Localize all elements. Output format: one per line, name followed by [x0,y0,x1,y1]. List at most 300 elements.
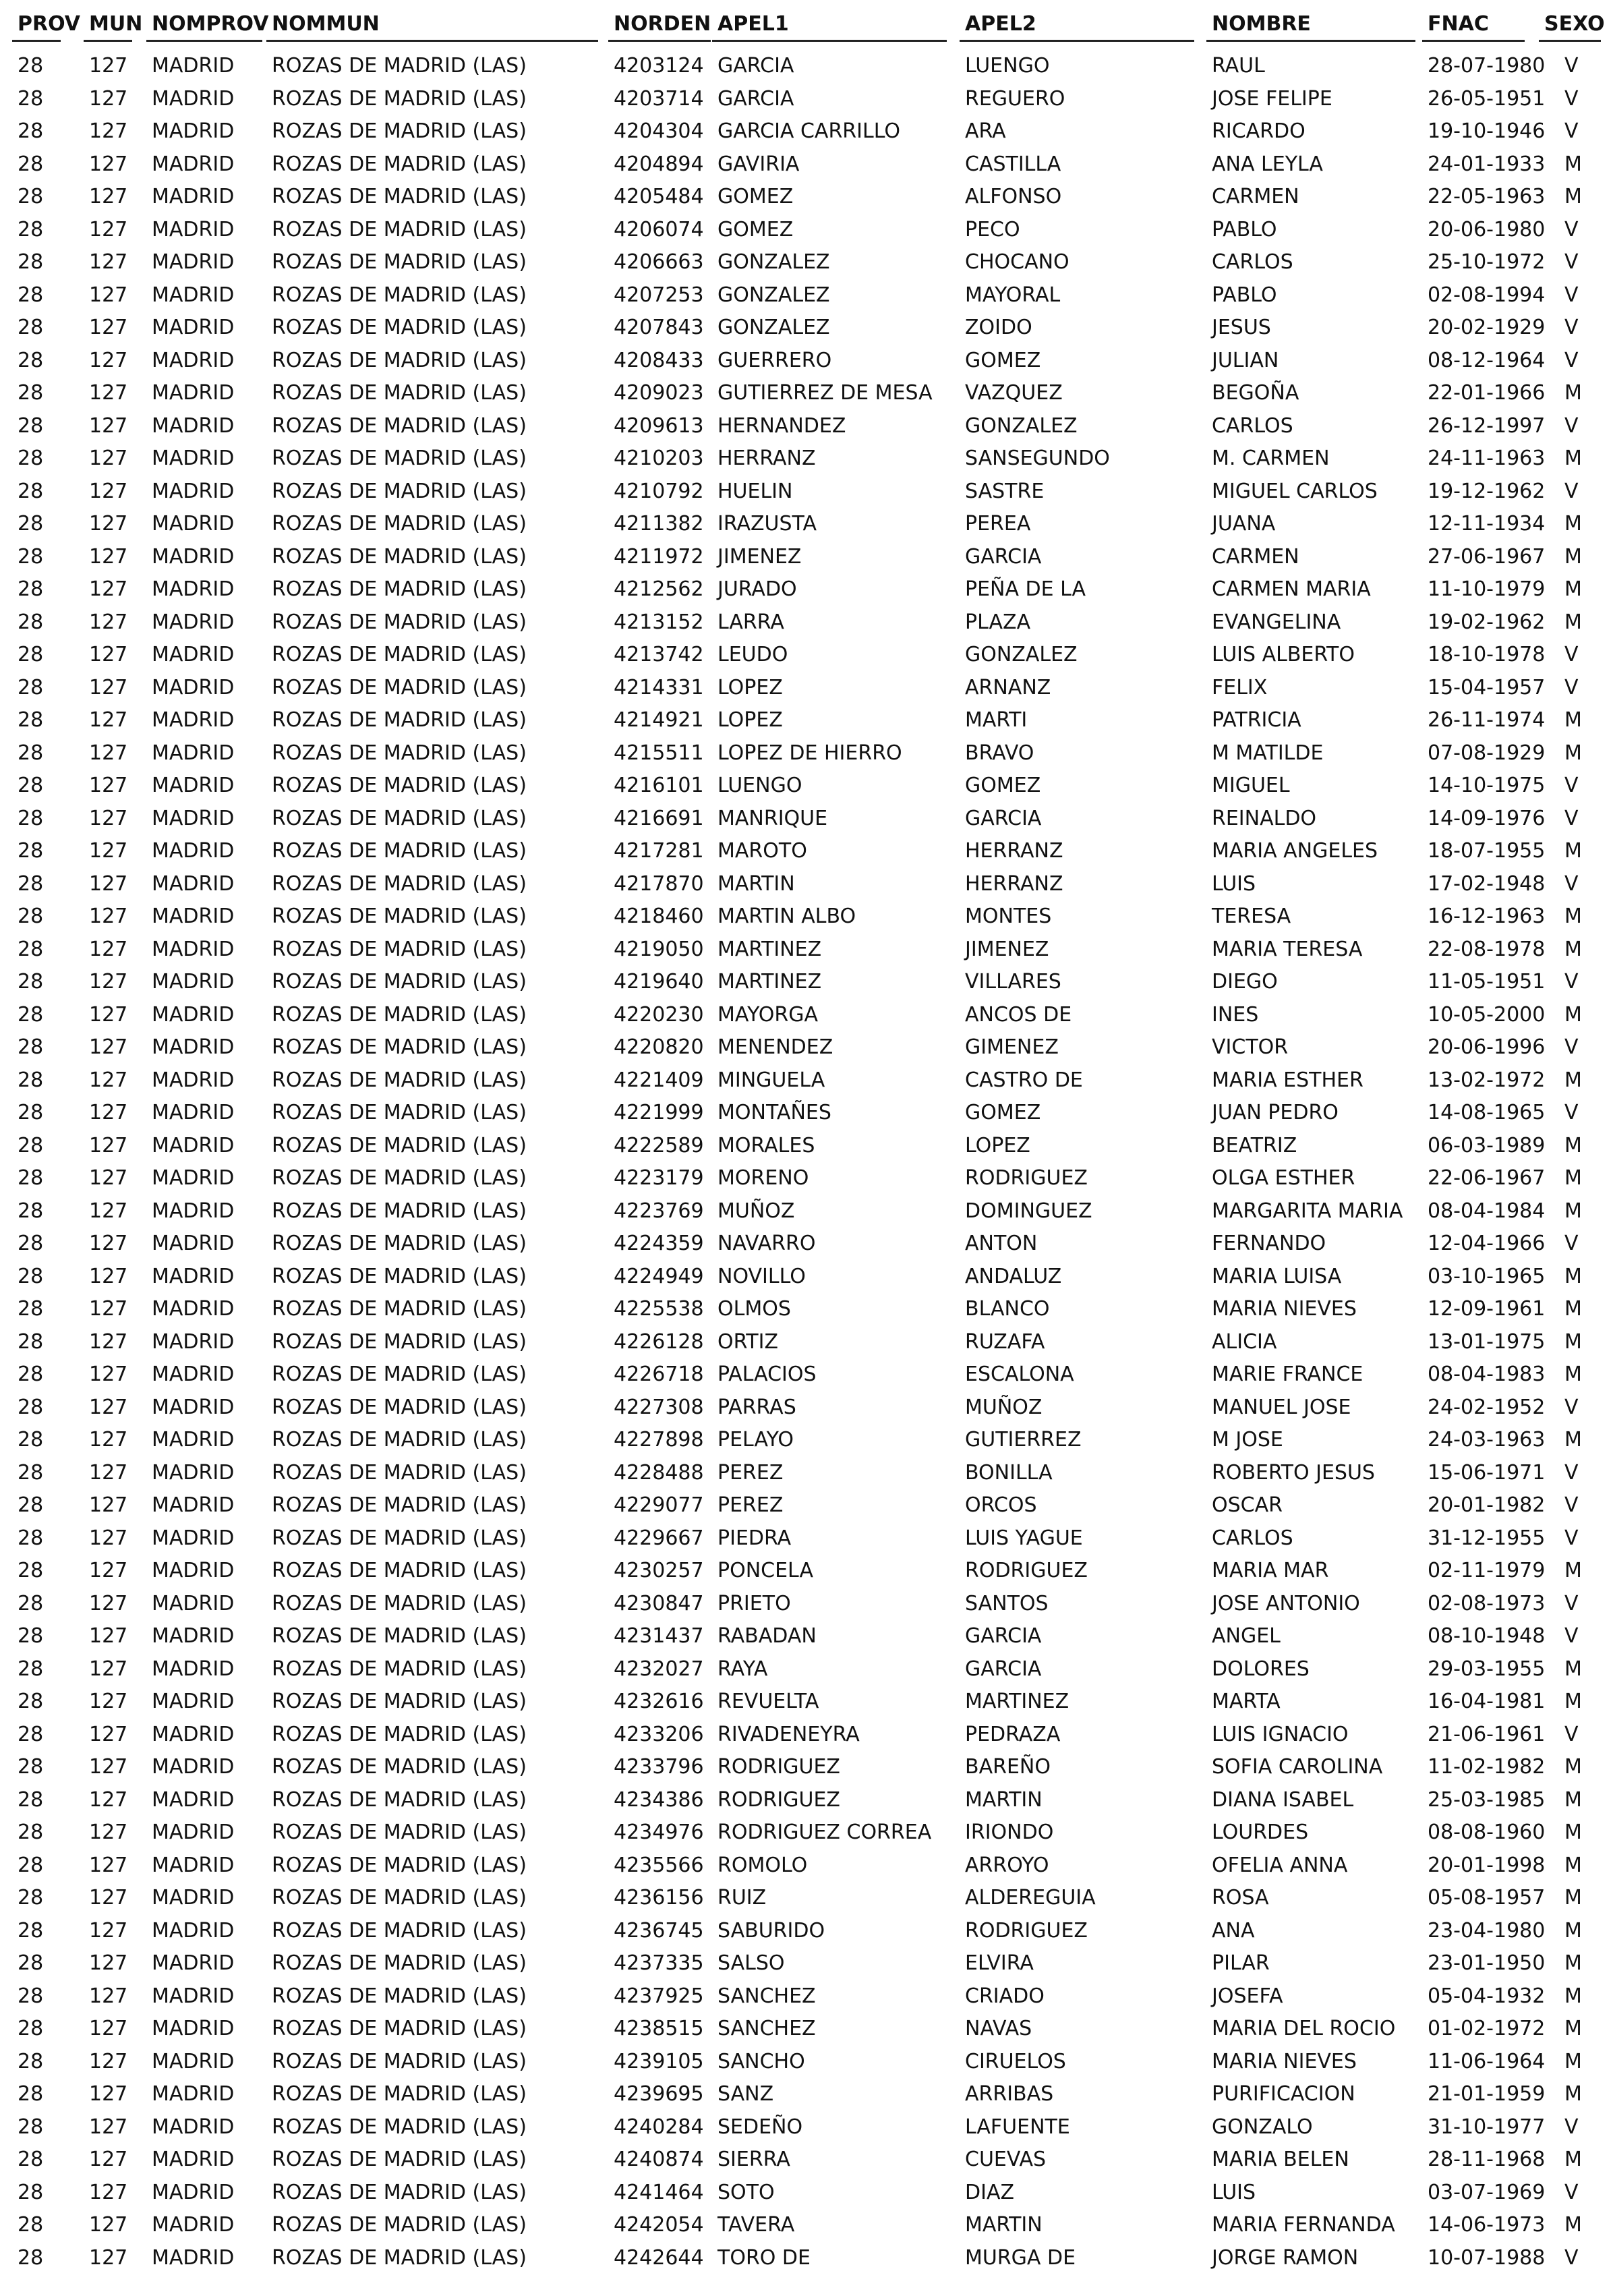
cell-fnac: 12-09-1961 [1428,1297,1546,1321]
cell-fnac: 27-06-1967 [1428,544,1546,569]
cell-norden: 4220230 [614,1002,704,1027]
cell-apel2: BLANCO [965,1297,1050,1321]
cell-norden: 4213742 [614,643,704,666]
cell-nombre: BEGOÑA [1212,381,1299,405]
cell-prov: 28 [18,54,44,78]
cell-nomprov: MADRID [152,2245,235,2270]
cell-apel2: ARA [965,119,1006,143]
cell-norden: 4235566 [614,1853,704,1877]
cell-apel1: GUTIERREZ DE MESA [717,381,933,405]
cell-fnac: 20-06-1980 [1428,217,1546,241]
cell-sexo: V [1564,1395,1579,1419]
cell-mun: 127 [89,2049,128,2073]
cell-apel2: CASTILLA [965,152,1061,176]
cell-nommun: ROZAS DE MADRID (LAS) [272,1526,527,1550]
cell-apel1: GONZALEZ [717,316,830,339]
cell-nomprov: MADRID [152,447,235,470]
cell-apel1: PEREZ [717,1493,784,1517]
table-row [0,541,1613,574]
table-row [0,1784,1613,1817]
cell-nommun: ROZAS DE MADRID (LAS) [272,1690,527,1713]
table-row [0,1261,1613,1294]
cell-prov: 28 [18,1787,44,1812]
cell-sexo: M [1564,2082,1582,2106]
cell-apel1: PARRAS [717,1395,796,1419]
cell-nommun: ROZAS DE MADRID (LAS) [272,1264,527,1288]
table-row [0,1457,1613,1490]
header-nomprov: NOMPROV [152,0,266,49]
cell-apel1: LOPEZ [717,675,783,699]
cell-norden: 4236156 [614,1886,704,1910]
cell-nomprov: MADRID [152,217,235,241]
table-row [0,1064,1613,1097]
cell-nomprov: MADRID [152,381,235,405]
cell-apel1: MARTINEZ [717,937,822,961]
cell-norden: 4214331 [614,675,704,699]
cell-norden: 4232616 [614,1690,704,1713]
cell-apel1: RUIZ [717,1886,767,1910]
cell-sexo: V [1564,86,1579,111]
cell-nomprov: MADRID [152,1133,235,1157]
table-row [0,1751,1613,1784]
cell-nomprov: MADRID [152,54,235,78]
cell-fnac: 03-07-1969 [1428,2180,1546,2204]
cell-prov: 28 [18,1199,44,1223]
cell-apel2: RODRIGUEZ [965,1918,1088,1943]
table-row [0,639,1613,672]
cell-nombre: PURIFICACION [1212,2082,1355,2106]
cell-norden: 4207253 [614,283,704,307]
cell-prov: 28 [18,381,44,405]
cell-fnac: 19-10-1946 [1428,119,1546,143]
cell-prov: 28 [18,1755,44,1779]
cell-prov: 28 [18,1297,44,1321]
cell-nomprov: MADRID [152,1297,235,1321]
cell-mun: 127 [89,577,128,601]
table-row [0,1915,1613,1948]
cell-apel1: RIVADENEYRA [717,1722,860,1746]
cell-prov: 28 [18,1918,44,1943]
cell-sexo: M [1564,2049,1582,2073]
cell-apel2: MARTINEZ [965,1690,1069,1713]
cell-apel2: NAVAS [965,2017,1032,2040]
table-row [0,83,1613,116]
cell-prov: 28 [18,1395,44,1419]
cell-nomprov: MADRID [152,479,235,503]
cell-nombre: JESUS [1212,316,1271,339]
cell-nombre: FERNANDO [1212,1232,1326,1255]
cell-prov: 28 [18,1722,44,1746]
cell-apel1: NOVILLO [717,1264,806,1288]
cell-apel2: VILLARES [965,970,1061,994]
cell-nommun: ROZAS DE MADRID (LAS) [272,2082,527,2106]
cell-nomprov: MADRID [152,512,235,536]
cell-apel2: REGUERO [965,86,1065,111]
cell-apel2: ORCOS [965,1493,1037,1517]
cell-norden: 4216691 [614,806,704,830]
cell-nommun: ROZAS DE MADRID (LAS) [272,1232,527,1255]
cell-nombre: M. CARMEN [1212,447,1330,470]
table-row [0,2242,1613,2275]
cell-norden: 4242644 [614,2245,704,2270]
cell-norden: 4206074 [614,217,704,241]
cell-fnac: 02-08-1994 [1428,283,1546,307]
cell-sexo: M [1564,1886,1582,1910]
cell-sexo: M [1564,1428,1582,1452]
cell-fnac: 01-02-1972 [1428,2017,1546,2040]
cell-nomprov: MADRID [152,348,235,372]
cell-nommun: ROZAS DE MADRID (LAS) [272,1101,527,1124]
cell-norden: 4237925 [614,1984,704,2008]
cell-nommun: ROZAS DE MADRID (LAS) [272,348,527,372]
cell-sexo: V [1564,1101,1579,1124]
cell-mun: 127 [89,2115,128,2139]
cell-prov: 28 [18,1591,44,1615]
cell-prov: 28 [18,1853,44,1877]
cell-sexo: M [1564,2213,1582,2237]
cell-apel1: SANZ [717,2082,774,2106]
cell-sexo: M [1564,610,1582,634]
cell-nombre: FELIX [1212,675,1268,699]
cell-sexo: M [1564,1362,1582,1386]
cell-nomprov: MADRID [152,871,235,896]
cell-apel1: LEUDO [717,643,788,666]
cell-apel1: LOPEZ DE HIERRO [717,741,902,765]
cell-prov: 28 [18,2017,44,2040]
cell-apel2: RODRIGUEZ [965,1559,1088,1582]
cell-sexo: M [1564,381,1582,405]
cell-sexo: M [1564,577,1582,601]
cell-mun: 127 [89,2245,128,2270]
cell-mun: 127 [89,1199,128,1223]
cell-nommun: ROZAS DE MADRID (LAS) [272,577,527,601]
cell-sexo: V [1564,283,1579,307]
cell-nommun: ROZAS DE MADRID (LAS) [272,937,527,961]
cell-apel1: PONCELA [717,1559,813,1582]
cell-apel1: SANCHEZ [717,2017,816,2040]
cell-nommun: ROZAS DE MADRID (LAS) [272,839,527,863]
cell-norden: 4228488 [614,1460,704,1485]
cell-mun: 127 [89,2017,128,2040]
cell-fnac: 29-03-1955 [1428,1657,1546,1681]
cell-nommun: ROZAS DE MADRID (LAS) [272,512,527,536]
cell-prov: 28 [18,1493,44,1517]
table-row [0,999,1613,1032]
cell-nombre: JUANA [1212,512,1276,536]
cell-nombre: MARIA TERESA [1212,937,1363,961]
cell-prov: 28 [18,1951,44,1975]
cell-fnac: 11-06-1964 [1428,2049,1546,2073]
cell-prov: 28 [18,544,44,569]
header-mun: MUN [89,0,136,49]
cell-fnac: 24-01-1933 [1428,152,1546,176]
cell-sexo: M [1564,1690,1582,1713]
cell-fnac: 11-10-1979 [1428,577,1546,601]
cell-prov: 28 [18,1329,44,1354]
cell-nomprov: MADRID [152,610,235,634]
cell-apel2: IRIONDO [965,1820,1054,1844]
cell-apel2: GOMEZ [965,1101,1041,1124]
cell-fnac: 22-06-1967 [1428,1166,1546,1190]
cell-nommun: ROZAS DE MADRID (LAS) [272,970,527,994]
cell-sexo: M [1564,1133,1582,1157]
cell-sexo: M [1564,741,1582,765]
cell-nombre: MARIA DEL ROCIO [1212,2017,1396,2040]
cell-mun: 127 [89,1591,128,1615]
cell-norden: 4214921 [614,708,704,732]
cell-sexo: M [1564,1166,1582,1190]
cell-apel1: RAYA [717,1657,768,1681]
cell-apel2: PECO [965,217,1020,241]
cell-apel1: MINGUELA [717,1068,825,1092]
table-row [0,345,1613,378]
cell-nomprov: MADRID [152,1853,235,1877]
cell-nomprov: MADRID [152,643,235,666]
cell-nommun: ROZAS DE MADRID (LAS) [272,447,527,470]
cell-mun: 127 [89,806,128,830]
cell-prov: 28 [18,1068,44,1092]
cell-prov: 28 [18,1002,44,1027]
cell-sexo: M [1564,185,1582,208]
cell-fnac: 26-05-1951 [1428,86,1546,111]
cell-fnac: 10-07-1988 [1428,2245,1546,2270]
cell-apel1: ROMOLO [717,1853,808,1877]
cell-apel1: GOMEZ [717,217,794,241]
cell-sexo: V [1564,119,1579,143]
table-row [0,1653,1613,1686]
cell-sexo: V [1564,774,1579,797]
cell-nommun: ROZAS DE MADRID (LAS) [272,381,527,405]
table-row [0,1130,1613,1163]
cell-apel1: HUELIN [717,479,793,503]
cell-fnac: 21-01-1959 [1428,2082,1546,2106]
cell-nommun: ROZAS DE MADRID (LAS) [272,2245,527,2270]
cell-nomprov: MADRID [152,1035,235,1059]
cell-apel2: MARTI [965,708,1028,732]
cell-fnac: 24-02-1952 [1428,1395,1546,1419]
cell-nommun: ROZAS DE MADRID (LAS) [272,86,527,111]
cell-nommun: ROZAS DE MADRID (LAS) [272,413,527,438]
cell-fnac: 14-10-1975 [1428,774,1546,797]
cell-nommun: ROZAS DE MADRID (LAS) [272,1755,527,1779]
cell-apel2: MONTES [965,905,1052,928]
cell-apel2: RUZAFA [965,1329,1045,1354]
cell-apel1: GONZALEZ [717,283,830,307]
cell-mun: 127 [89,1362,128,1386]
cell-norden: 4211382 [614,512,704,536]
table-body [0,50,1613,2274]
table-row [0,377,1613,410]
cell-mun: 127 [89,1232,128,1255]
cell-norden: 4211972 [614,544,704,569]
cell-nommun: ROZAS DE MADRID (LAS) [272,2115,527,2139]
cell-mun: 127 [89,1133,128,1157]
cell-apel1: GOMEZ [717,185,794,208]
cell-sexo: M [1564,447,1582,470]
cell-nommun: ROZAS DE MADRID (LAS) [272,2148,527,2171]
cell-apel1: SABURIDO [717,1918,825,1943]
cell-nombre: ROBERTO JESUS [1212,1460,1375,1485]
table-row [0,2046,1613,2079]
cell-norden: 4213152 [614,610,704,634]
cell-apel2: CRIADO [965,1984,1045,2008]
cell-nombre: JULIAN [1212,348,1279,372]
cell-fnac: 16-04-1981 [1428,1690,1546,1713]
cell-fnac: 06-03-1989 [1428,1133,1546,1157]
cell-norden: 4241464 [614,2180,704,2204]
cell-mun: 127 [89,1329,128,1354]
cell-nomprov: MADRID [152,1460,235,1485]
cell-prov: 28 [18,348,44,372]
table-row [0,1097,1613,1130]
cell-nombre: MARIA FERNANDA [1212,2213,1395,2237]
cell-fnac: 02-11-1979 [1428,1559,1546,1582]
cell-nommun: ROZAS DE MADRID (LAS) [272,1068,527,1092]
cell-nombre: MARIA ESTHER [1212,1068,1363,1092]
cell-nomprov: MADRID [152,1068,235,1092]
cell-mun: 127 [89,86,128,111]
cell-sexo: V [1564,217,1579,241]
cell-prov: 28 [18,250,44,274]
cell-nomprov: MADRID [152,1624,235,1648]
cell-nommun: ROZAS DE MADRID (LAS) [272,1984,527,2008]
cell-apel1: SOTO [717,2180,775,2204]
cell-fnac: 15-04-1957 [1428,675,1546,699]
cell-sexo: M [1564,1297,1582,1321]
cell-nombre: BEATRIZ [1212,1133,1297,1157]
cell-nomprov: MADRID [152,2180,235,2204]
cell-nommun: ROZAS DE MADRID (LAS) [272,152,527,176]
table-row [0,934,1613,967]
cell-sexo: V [1564,675,1579,699]
cell-nombre: CARMEN [1212,544,1299,569]
cell-sexo: M [1564,1002,1582,1027]
cell-nombre: CARLOS [1212,413,1293,438]
cell-norden: 4234386 [614,1787,704,1812]
cell-fnac: 11-05-1951 [1428,970,1546,994]
cell-mun: 127 [89,1395,128,1419]
cell-norden: 4212562 [614,577,704,601]
cell-norden: 4221409 [614,1068,704,1092]
table-row [0,312,1613,345]
cell-nombre: MARIA NIEVES [1212,2049,1357,2073]
cell-nombre: MIGUEL [1212,774,1290,797]
cell-nombre: MARIA BELEN [1212,2148,1349,2171]
cell-nommun: ROZAS DE MADRID (LAS) [272,1918,527,1943]
cell-mun: 127 [89,1166,128,1190]
header-norden: NORDEN [614,0,715,49]
cell-prov: 28 [18,1035,44,1059]
cell-mun: 127 [89,1493,128,1517]
cell-prov: 28 [18,1264,44,1288]
cell-sexo: V [1564,479,1579,503]
cell-apel1: MAYORGA [717,1002,818,1027]
cell-apel2: ARROYO [965,1853,1049,1877]
cell-apel2: ANTON [965,1232,1038,1255]
cell-nommun: ROZAS DE MADRID (LAS) [272,316,527,339]
cell-nommun: ROZAS DE MADRID (LAS) [272,774,527,797]
cell-prov: 28 [18,86,44,111]
cell-apel2: BONILLA [965,1460,1053,1485]
cell-norden: 4221999 [614,1101,704,1124]
cell-fnac: 26-11-1974 [1428,708,1546,732]
cell-fnac: 12-04-1966 [1428,1232,1546,1255]
cell-norden: 4224359 [614,1232,704,1255]
cell-nomprov: MADRID [152,1984,235,2008]
cell-mun: 127 [89,2180,128,2204]
cell-nomprov: MADRID [152,1199,235,1223]
cell-norden: 4226718 [614,1362,704,1386]
cell-apel1: HERNANDEZ [717,413,846,438]
table-row [0,1849,1613,1883]
cell-nombre: CARMEN MARIA [1212,577,1371,601]
cell-prov: 28 [18,1526,44,1550]
cell-nombre: ALICIA [1212,1329,1277,1354]
cell-nomprov: MADRID [152,1329,235,1354]
cell-apel1: REVUELTA [717,1690,819,1713]
cell-prov: 28 [18,970,44,994]
cell-nommun: ROZAS DE MADRID (LAS) [272,1657,527,1681]
table-row [0,1358,1613,1391]
cell-fnac: 31-12-1955 [1428,1526,1546,1550]
cell-nombre: JOSE ANTONIO [1212,1591,1360,1615]
cell-nomprov: MADRID [152,1166,235,1190]
cell-nomprov: MADRID [152,1722,235,1746]
table-row [0,410,1613,443]
cell-fnac: 25-03-1985 [1428,1787,1546,1812]
cell-fnac: 18-10-1978 [1428,643,1546,666]
cell-mun: 127 [89,2082,128,2106]
cell-sexo: M [1564,512,1582,536]
cell-apel1: MENENDEZ [717,1035,833,1059]
cell-nomprov: MADRID [152,1264,235,1288]
cell-nomprov: MADRID [152,1755,235,1779]
cell-nomprov: MADRID [152,1002,235,1027]
cell-apel2: LUENGO [965,54,1050,78]
cell-apel1: MARTIN ALBO [717,905,856,928]
cell-nombre: MIGUEL CARLOS [1212,479,1378,503]
cell-mun: 127 [89,185,128,208]
cell-norden: 4232027 [614,1657,704,1681]
cell-fnac: 20-06-1996 [1428,1035,1546,1059]
cell-mun: 127 [89,544,128,569]
cell-sexo: M [1564,2017,1582,2040]
cell-mun: 127 [89,1984,128,2008]
cell-prov: 28 [18,806,44,830]
cell-mun: 127 [89,283,128,307]
cell-norden: 4234976 [614,1820,704,1844]
cell-norden: 4225538 [614,1297,704,1321]
cell-norden: 4223769 [614,1199,704,1223]
cell-apel1: GONZALEZ [717,250,830,274]
cell-norden: 4224949 [614,1264,704,1288]
table-row [0,573,1613,606]
cell-norden: 4204894 [614,152,704,176]
cell-mun: 127 [89,1428,128,1452]
cell-nombre: CARMEN [1212,185,1299,208]
cell-fnac: 08-12-1964 [1428,348,1546,372]
cell-apel2: ARNANZ [965,675,1051,699]
cell-prov: 28 [18,937,44,961]
cell-apel2: BAREÑO [965,1755,1051,1779]
cell-mun: 127 [89,1035,128,1059]
table-header [0,0,1613,49]
cell-nombre: DIANA ISABEL [1212,1787,1354,1812]
cell-nombre: ROSA [1212,1886,1269,1910]
cell-nommun: ROZAS DE MADRID (LAS) [272,1591,527,1615]
cell-nombre: JOSEFA [1212,1984,1283,2008]
cell-prov: 28 [18,152,44,176]
